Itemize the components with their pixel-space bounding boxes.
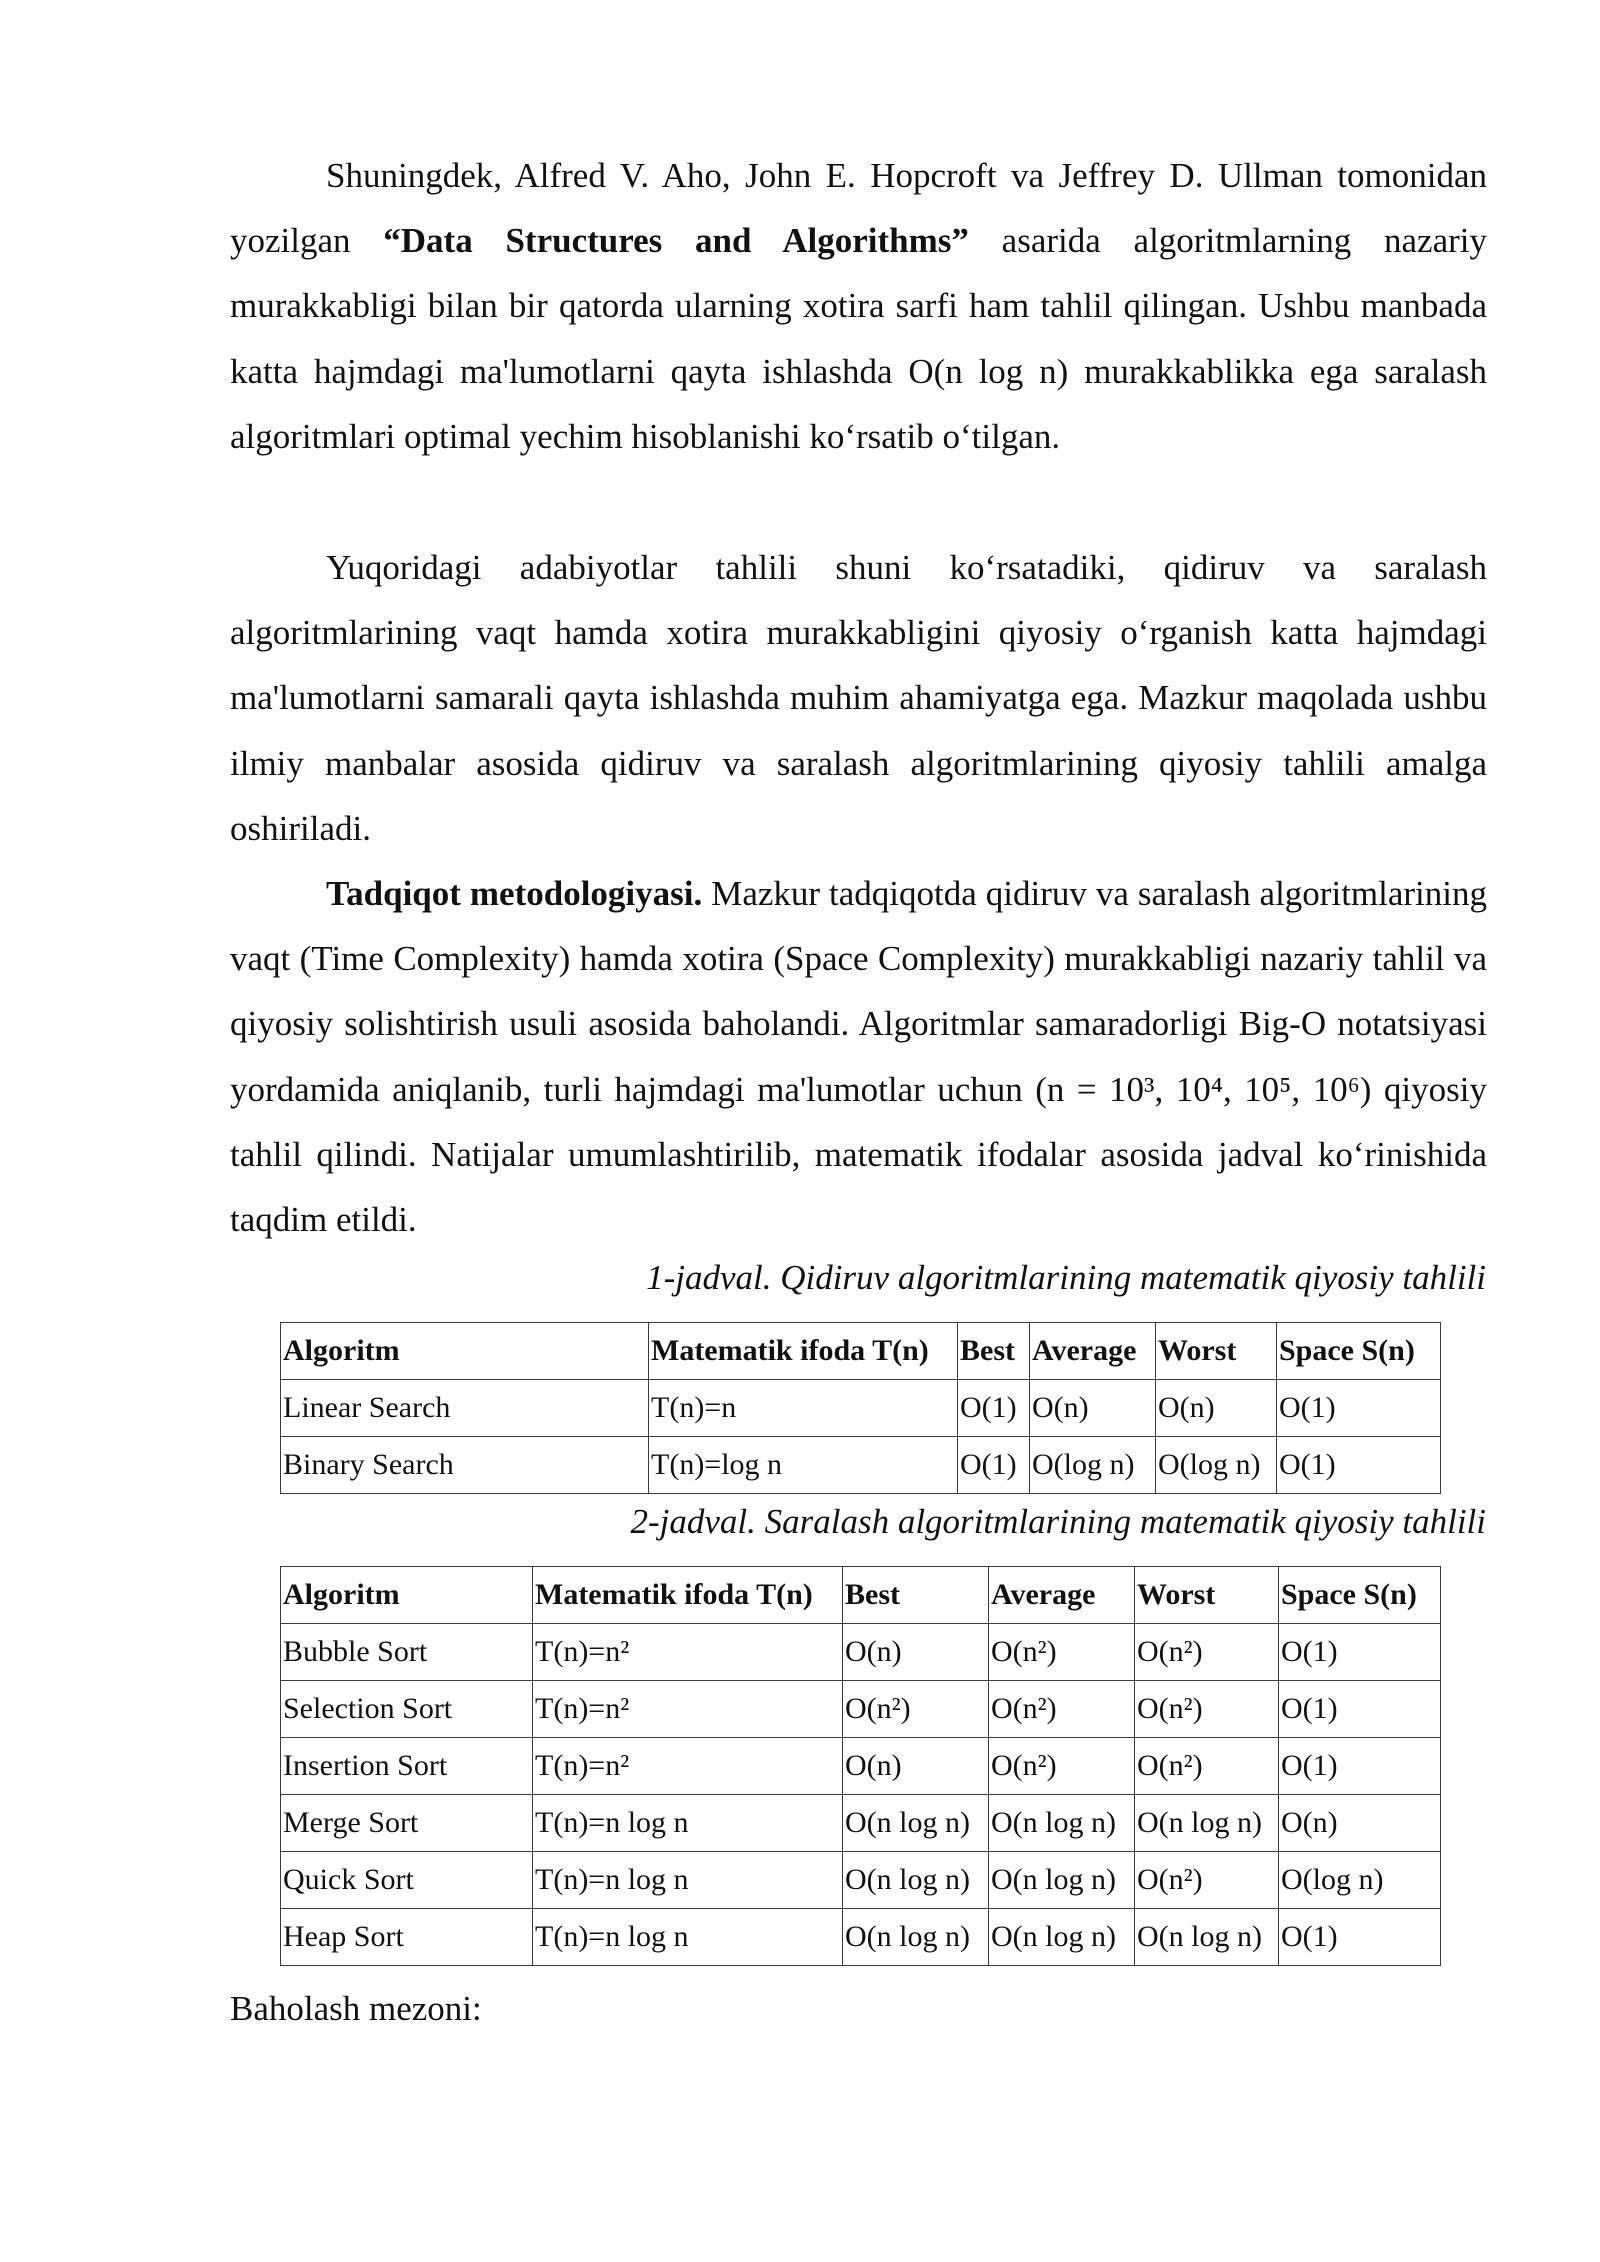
table-cell: O(n) <box>1279 1795 1441 1852</box>
table-cell: Binary Search <box>281 1437 649 1494</box>
column-header: Matematik ifoda T(n) <box>649 1323 958 1380</box>
table-cell: O(1) <box>1277 1380 1441 1437</box>
paragraph-literature-aho <box>230 143 1487 469</box>
table-cell: O(n²) <box>989 1738 1135 1795</box>
table-cell: O(n²) <box>989 1681 1135 1738</box>
table-cell: T(n)=n log n <box>533 1909 843 1966</box>
table2-caption: 2-jadval. Saralash algoritmlarining matematik qiyosiy tahlili <box>630 1502 1486 1541</box>
table-cell: O(n log n) <box>843 1909 989 1966</box>
section-heading-methodology: Tadqiqot metodologiyasi. <box>326 874 703 913</box>
column-header: Worst <box>1135 1567 1279 1624</box>
column-header: Average <box>1030 1323 1156 1380</box>
table-cell: O(n²) <box>989 1624 1135 1681</box>
column-header: Best <box>958 1323 1030 1380</box>
table-cell: O(n log n) <box>843 1852 989 1909</box>
table-cell: O(n log n) <box>989 1909 1135 1966</box>
table-cell: Merge Sort <box>281 1795 533 1852</box>
table-cell: O(n²) <box>1135 1624 1279 1681</box>
book-title: “Data Structures and Algorithms” <box>383 221 969 261</box>
table1-caption: 1-jadval. Qidiruv algoritmlarining matematik qiyosiy tahlili <box>646 1258 1486 1297</box>
paragraph-rest-text: Mazkur tadqiqotda qidiruv va saralash algoritmlarining vaqt (Time Complexity) hamda xotira (Space Complexity) murakkabligi nazariy tahlil va qiyosiy solishtirish usuli asosida baholandi. Algoritmlar samaradorligi Big-O notatsiyasi yordamida aniqlanib, turli hajmdagi ma'lumotlar uchun (n = 10³, 10⁴, 10⁵, 10⁶) qiyosiy tahlil qilindi. Natijalar umumlashtirilib, matematik ifodalar asosida jadval koʻrinishida taqdim etildi. <box>230 874 1488 1240</box>
evaluation-criteria-label: Baholash mezoni: <box>230 1989 482 2028</box>
table-cell: O(n log n) <box>1135 1909 1279 1966</box>
paragraph-rest-text: asarida algoritmlarning nazariy murakkabligi bilan bir qatorda ularning xotira sarfi ham tahlil qilingan. Ushbu manbada katta hajmdagi ma'lumotlarni qayta ishlashda O(n log n) murakkablikka ega saralash algoritmlari optimal yechim hisoblanishi koʻrsatib oʻtilgan. <box>230 221 1487 456</box>
column-header: Algoritm <box>281 1323 649 1380</box>
table-cell: O(1) <box>1279 1681 1441 1738</box>
paragraph-text: Yuqoridagi adabiyotlar tahlili shuni koʻrsatadiki, qidiruv va saralash algoritmlarining vaqt hamda xotira murakkabligini qiyosiy oʻrganish katta hajmdagi ma'lumotlarni samarali qayta ishlashda muhim ahamiyatga ega. Mazkur maqolada ushbu ilmiy manbalar asosida qidiruv va saralash algoritmlarining qiyosiy tahlili amalga oshiriladi. <box>230 548 1487 848</box>
paragraph-methodology <box>230 861 1487 1252</box>
table-cell: O(n) <box>843 1624 989 1681</box>
table-cell: O(n log n) <box>843 1795 989 1852</box>
column-header: Space S(n) <box>1279 1567 1441 1624</box>
table-cell: Insertion Sort <box>281 1738 533 1795</box>
table-cell: T(n)=n log n <box>533 1852 843 1909</box>
table-cell: O(1) <box>1279 1738 1441 1795</box>
table-cell: O(n²) <box>1135 1852 1279 1909</box>
table-row <box>281 1681 1441 1738</box>
table-cell: O(n log n) <box>1135 1795 1279 1852</box>
column-header: Matematik ifoda T(n) <box>533 1567 843 1624</box>
table-row <box>281 1380 1441 1437</box>
column-header: Best <box>843 1567 989 1624</box>
table-cell: T(n)=n² <box>533 1738 843 1795</box>
table-cell: O(n) <box>843 1738 989 1795</box>
table-cell: O(n²) <box>1135 1738 1279 1795</box>
table-header-row <box>281 1323 1441 1380</box>
table-cell: O(n²) <box>843 1681 989 1738</box>
table-cell: O(log n) <box>1156 1437 1277 1494</box>
table-row <box>281 1437 1441 1494</box>
sorting-algorithms-table <box>280 1566 1441 1966</box>
table-cell: T(n)=n <box>649 1380 958 1437</box>
table-cell: O(n log n) <box>989 1852 1135 1909</box>
column-header: Algoritm <box>281 1567 533 1624</box>
table-cell: O(log n) <box>1279 1852 1441 1909</box>
table-cell: T(n)=log n <box>649 1437 958 1494</box>
search-algorithms-table <box>280 1322 1441 1494</box>
table-cell: O(1) <box>1279 1909 1441 1966</box>
table-cell: Bubble Sort <box>281 1624 533 1681</box>
table-cell: O(1) <box>1279 1624 1441 1681</box>
table-cell: Heap Sort <box>281 1909 533 1966</box>
table-cell: T(n)=n log n <box>533 1795 843 1852</box>
table-cell: T(n)=n² <box>533 1681 843 1738</box>
table-cell: O(n) <box>1156 1380 1277 1437</box>
column-header: Average <box>989 1567 1135 1624</box>
table-cell: Selection Sort <box>281 1681 533 1738</box>
table-cell: O(1) <box>958 1380 1030 1437</box>
table-cell: O(log n) <box>1030 1437 1156 1494</box>
table-row <box>281 1909 1441 1966</box>
table-cell: O(n) <box>1030 1380 1156 1437</box>
column-header: Space S(n) <box>1277 1323 1441 1380</box>
paragraph-literature-summary <box>230 535 1487 861</box>
table-cell: Quick Sort <box>281 1852 533 1909</box>
table-row <box>281 1738 1441 1795</box>
table-cell: O(1) <box>1277 1437 1441 1494</box>
table-cell: O(1) <box>958 1437 1030 1494</box>
table-row <box>281 1852 1441 1909</box>
table-row <box>281 1624 1441 1681</box>
column-header: Worst <box>1156 1323 1277 1380</box>
table-cell: Linear Search <box>281 1380 649 1437</box>
table-cell: O(n log n) <box>989 1795 1135 1852</box>
table-row <box>281 1795 1441 1852</box>
table-header-row <box>281 1567 1441 1624</box>
table-cell: O(n²) <box>1135 1681 1279 1738</box>
table-cell: T(n)=n² <box>533 1624 843 1681</box>
paragraph-lead-text: Shuningdek, Alfred V. Aho, John E. Hopcroft va Jeffrey D. Ullman tomonidan yozilgan <box>230 156 1487 261</box>
